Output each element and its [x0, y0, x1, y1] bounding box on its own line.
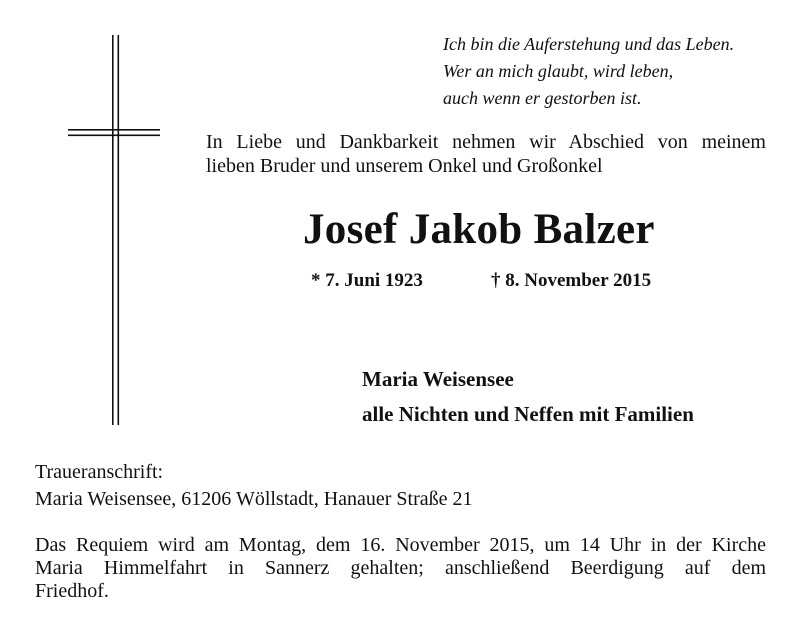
address-value: Maria Weisensee, 61206 Wöllstadt, Hanauer Straße 21: [35, 488, 473, 510]
birth-date: * 7. Juni 1923: [311, 270, 423, 291]
quote-line: Ich bin die Auferstehung und das Leben.: [443, 34, 735, 54]
requiem-line: Maria Himmelfahrt in Sannerz gehalten; anschließend Beerdigung auf dem: [35, 557, 766, 579]
intro-line: In Liebe und Dankbarkeit nehmen wir Abschied von meinem: [206, 131, 766, 153]
mourner-name: Maria Weisensee: [362, 367, 514, 391]
deceased-name: Josef Jakob Balzer: [303, 206, 655, 253]
cross-icon: [68, 35, 164, 425]
intro-text: [206, 130, 766, 178]
requiem-line: Das Requiem wird am Montag, dem 16. November 2015, um 14 Uhr in der Kirche: [35, 534, 766, 556]
requiem-notice: [35, 534, 766, 603]
mourner-name: alle Nichten und Neffen mit Familien: [362, 402, 694, 426]
mourning-address: [35, 459, 765, 513]
intro-line: lieben Bruder und unserem Onkel und Großonkel: [206, 155, 603, 177]
quote-line: Wer an mich glaubt, wird leben,: [443, 61, 674, 81]
requiem-line: Friedhof.: [35, 580, 109, 602]
bible-quote: [443, 31, 783, 112]
address-label: Traueranschrift:: [35, 461, 164, 483]
quote-line: auch wenn er gestorben ist.: [443, 88, 642, 108]
death-date: † 8. November 2015: [491, 270, 652, 291]
